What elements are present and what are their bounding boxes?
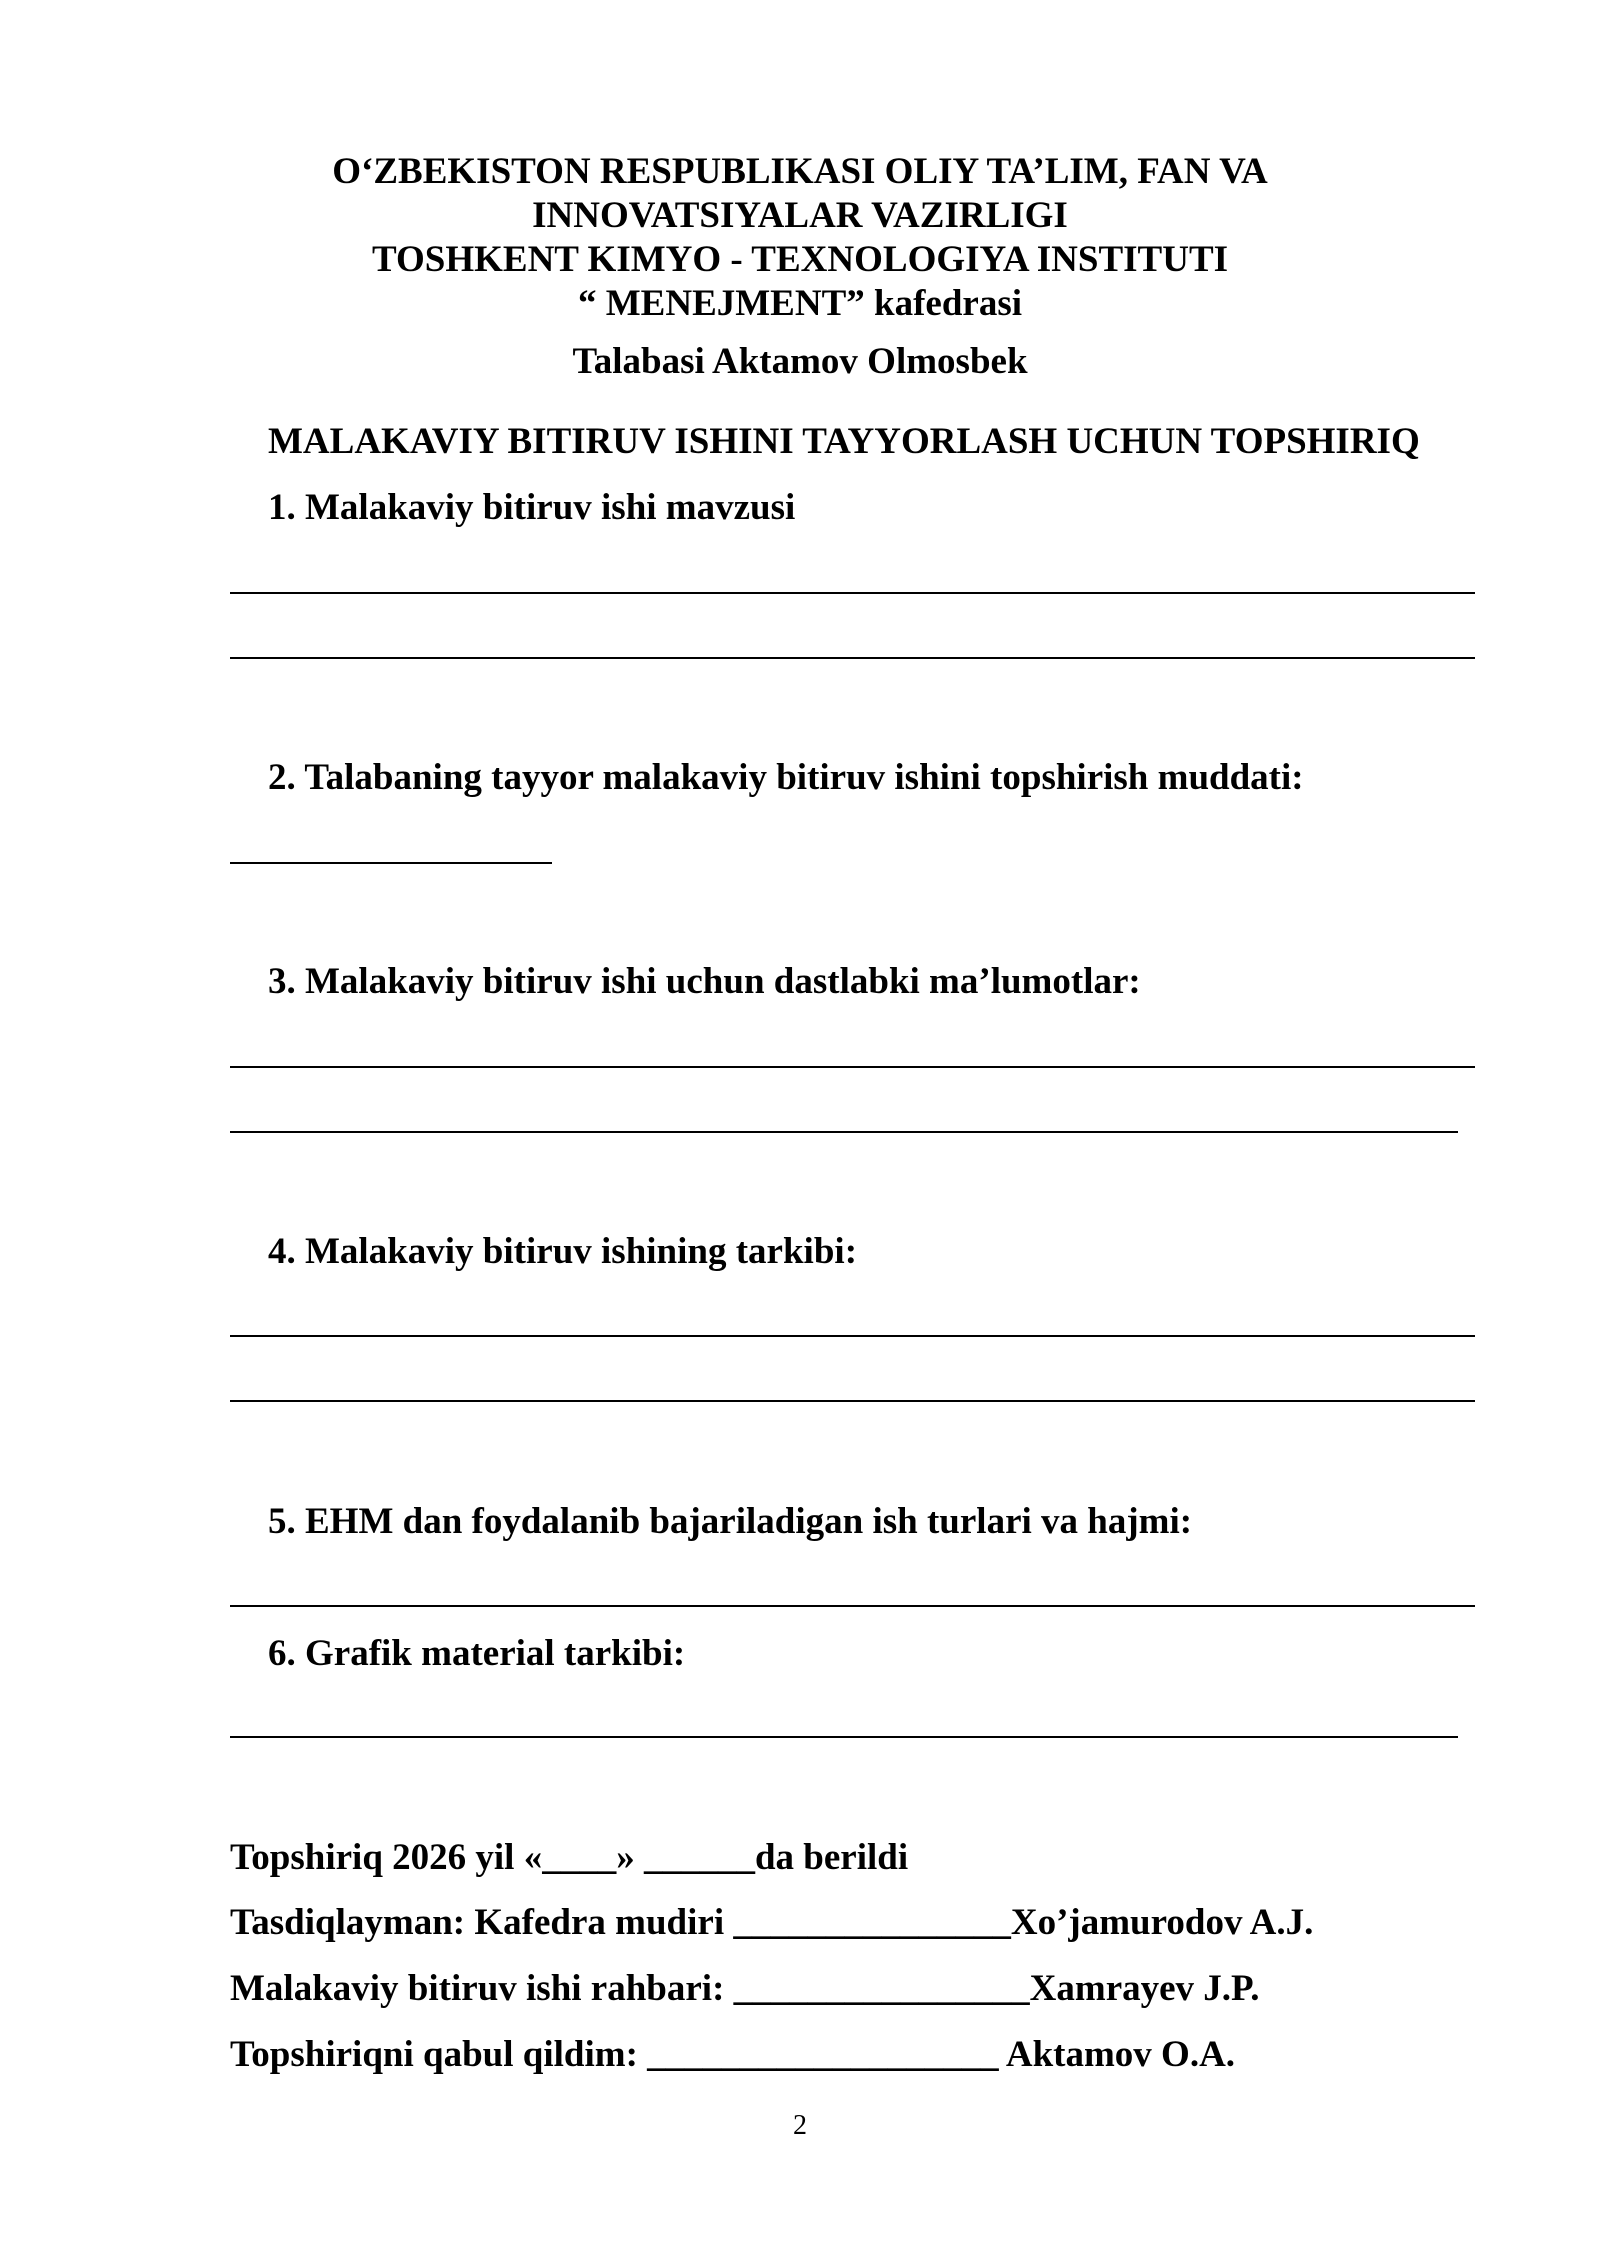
section-1-heading: 1. Malakaviy bitiruv ishi mavzusi: [268, 487, 796, 528]
student-acceptance: Topshiriqni qabul qildim: ___________________ Aktamov O.A.: [230, 2034, 1236, 2075]
section-5-heading: 5. EHM dan foydalanib bajariladigan ish turlari va hajmi:: [268, 1501, 1193, 1542]
department-name: “ MENEJMENT” kafedrasi: [578, 283, 1022, 324]
institute-name: TOSHKENT KIMYO - TEXNOLOGIYA INSTITUTI: [371, 239, 1229, 280]
supervisor-signature: Malakaviy bitiruv ishi rahbari: ________________Xamrayev J.P.: [230, 1968, 1260, 2009]
student-name: Talabasi Aktamov Olmosbek: [572, 341, 1028, 382]
section-4-line-2: [230, 1400, 1475, 1402]
page-number: 2: [793, 2110, 807, 2141]
section-2-heading: 2. Talabaning tayyor malakaviy bitiruv ishini topshirish muddati:: [268, 757, 1304, 798]
issued-date-line: Topshiriq 2026 yil «____» ______da berildi: [230, 1837, 909, 1878]
ministry-line-1: O‘ZBEKISTON RESPUBLIKASI OLIY TA’LIM, FAN VA: [332, 151, 1268, 192]
ministry-line-2: INNOVATSIYALAR VAZIRLIGI: [532, 195, 1068, 236]
section-3-line-1: [230, 1066, 1475, 1068]
section-1-line-2: [230, 657, 1475, 659]
section-5-line: [230, 1605, 1475, 1607]
section-4-heading: 4. Malakaviy bitiruv ishining tarkibi:: [268, 1231, 858, 1272]
section-6-heading: 6. Grafik material tarkibi:: [268, 1633, 686, 1674]
section-1-line-1: [230, 592, 1475, 594]
section-3-line-2: [230, 1131, 1458, 1133]
document-title: MALAKAVIY BITIRUV ISHINI TAYYORLASH UCHUN TOPSHIRIQ: [268, 421, 1420, 462]
section-4-line-1: [230, 1335, 1475, 1337]
section-3-heading: 3. Malakaviy bitiruv ishi uchun dastlabki ma’lumotlar:: [268, 961, 1141, 1002]
section-6-line: [230, 1736, 1458, 1738]
department-head-approval: Tasdiqlayman: Kafedra mudiri _______________Xo’jamurodov A.J.: [230, 1902, 1314, 1943]
section-2-line: [230, 862, 552, 864]
